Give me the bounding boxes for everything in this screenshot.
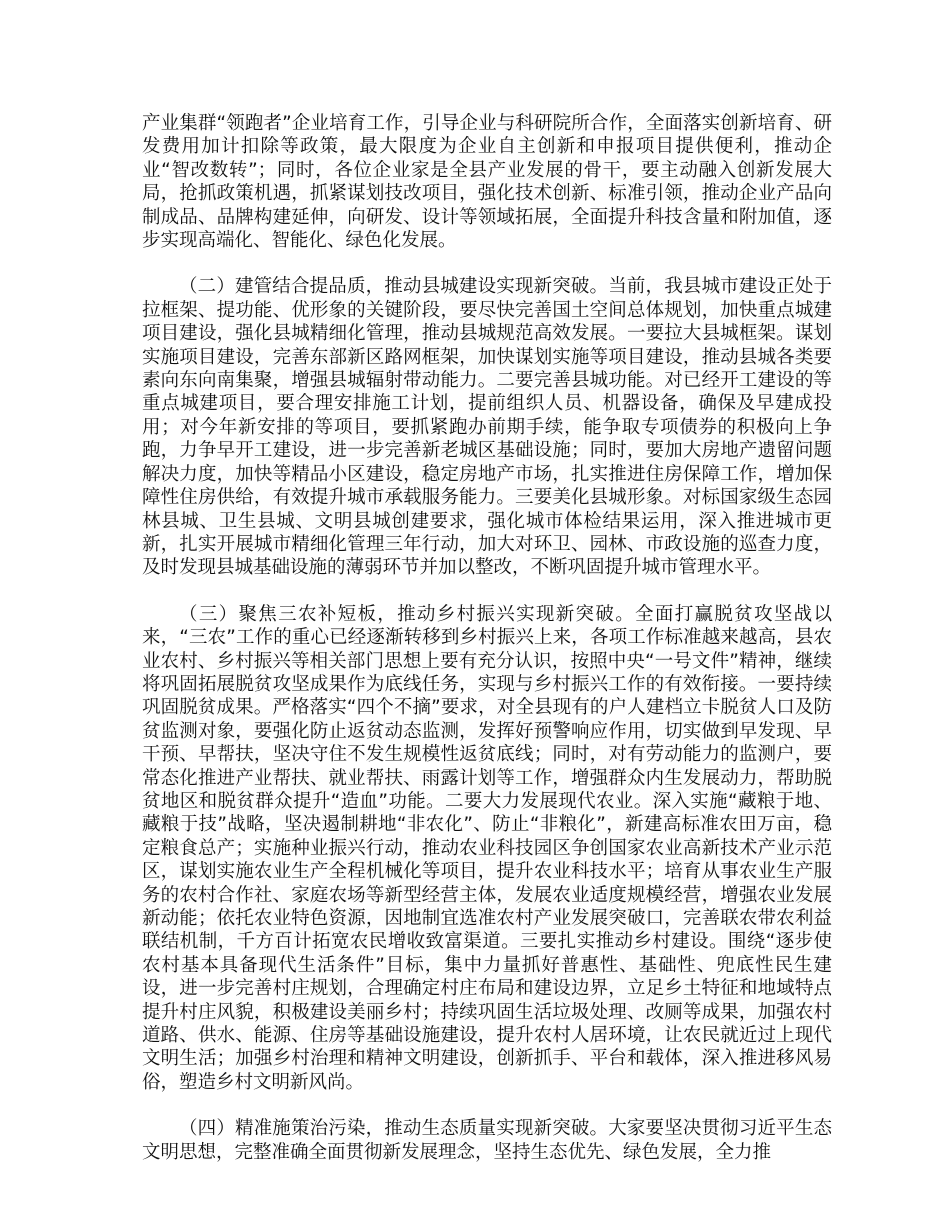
document-body bbox=[142, 112, 832, 1187]
paragraph-industry: 产业集群“领跑者”企业培育工作，引导企业与科研院所合作，全面落实创新培育、研发费用加计扣除等政策，最大限度为企业自主创新和申报项目提供便利，推动企业“智改数转”；同时，各位企业家是全县产业发展的骨干，要主动融入创新发展大局，抢抓政策机遇，抓紧谋划技改项目，强化技术创新、标准引领，推动企业产品向制成品、品牌构建延伸，向研发、设计等领域拓展，全面提升科技含量和附加值，逐步实现高端化、智能化、绿色化发展。 bbox=[142, 113, 832, 252]
paragraph-county-construction: （二）建管结合提品质，推动县城建设实现新突破。当前，我县城市建设正处于拉框架、提功能、优形象的关键阶段，要尽快完善国土空间总体规划，加快重点城建项目建设，强化县城精细化管理，推动县城规范高效发展。一要拉大县城框架。谋划实施项目建设，完善东部新区路网框架，加快谋划实施等项目建设，推动县城各类要素向东向南集聚，增强县城辐射带动能力。二要完善县城功能。对已经开工建设的等重点城建项目，要合理安排施工计划，提前组织人员、机器设备，确保及早建成投用；对今年新安排的等项目，要抓紧跑办前期手续，能争取专项债券的积极向上争跑，力争早开工建设，进一步完善新老城区基础设施；同时，要加大房地产遗留问题解决力度，加快等精品小区建设，稳定房地产市场，扎实推进住房保障工作，增加保障性住房供给，有效提升城市承载服务能力。三要美化县城形象。对标国家级生态园林县城、卫生县城、文明县城创建要求，强化城市体检结果运用，深入推进城市更新，扎实开展城市精细化管理三年行动，加大对环卫、园林、市政设施的巡查力度，及时发现县城基础设施的薄弱环节并加以整改，不断巩固提升城市管理水平。 bbox=[142, 276, 832, 579]
paragraph-ecology: （四）精准施策治污染，推动生态质量实现新突破。大家要坚决贯彻习近平生态文明思想，完整准确全面贯彻新发展理念，坚持生态优先、绿色发展，全力推 bbox=[142, 1118, 832, 1163]
paragraph-rural-revitalization: （三）聚焦三农补短板，推动乡村振兴实现新突破。全面打赢脱贫攻坚战以来，“三农”工作的重心已经逐渐转移到乡村振兴上来，各项工作标准越来越高，县农业农村、乡村振兴等相关部门思想上要有充分认识，按照中央“一号文件”精神，继续将巩固拓展脱贫攻坚成果作为底线任务，实现与乡村振兴工作的有效衔接。一要持续巩固脱贫成果。严格落实“四个不摘”要求，对全县现有的户人建档立卡脱贫人口及防贫监测对象，要强化防止返贫动态监测，发挥好预警响应作用，切实做到早发现、早干预、早帮扶，坚决守住不发生规模性返贫底线；同时，对有劳动能力的监测户，要常态化推进产业帮扶、就业帮扶、雨露计划等工作，增强群众内生发展动力，帮助脱贫地区和脱贫群众提升“造血”功能。二要大力发展现代农业。深入实施“藏粮于地、藏粮于技”战略，坚决遏制耕地“非农化”、防止“非粮化”，新建高标准农田万亩，稳定粮食总产；实施种业振兴行动，推动农业科技园区争创国家农业高新技术产业示范区，谋划实施农业生产全程机械化等项目，提升农业科技水平；培育从事农业生产服务的农村合作社、家庭农场等新型经营主体，发展农业适度规模经营，增强农业发展新动能；依托农业特色资源，因地制宜选准农村产业发展突破口，完善联农带农利益联结机制，千方百计拓宽农民增收致富渠道。三要扎实推动乡村建设。围绕“逐步使农村基本具备现代生活条件”目标，集中力量抓好普惠性、基础性、兜底性民生建设，进一步完善村庄规划，合理确定村庄布局和建设边界，立足乡土特征和地域特点提升村庄风貌，积极建设美丽乡村；持续巩固生活垃圾处理、改厕等成果，加强农村道路、供水、能源、住房等基础设施建设，提升农村人居环境，让农民就近过上现代文明生活；加强乡村治理和精神文明建设，创新抓手、平台和载体，深入推进移风易俗，塑造乡村文明新风尚。 bbox=[142, 603, 832, 1093]
